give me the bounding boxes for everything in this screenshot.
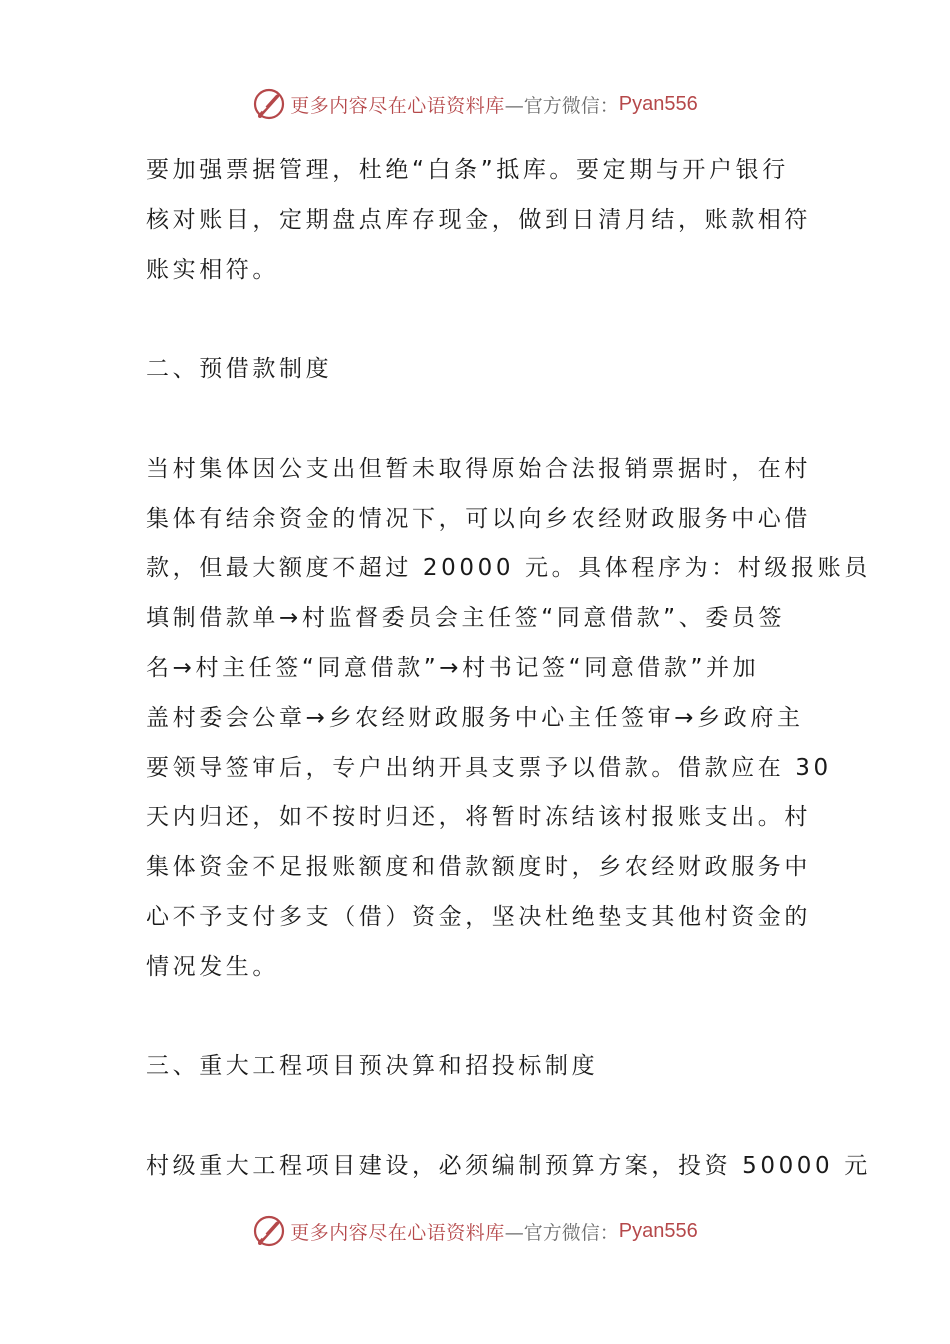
text-line: 填制借款单→村监督委员会主任签“同意借款”、委员签 — [146, 605, 786, 632]
paragraph-gap — [146, 993, 806, 1043]
text-line: 心不予支付多支（借）资金，坚决杜绝垫支其他村资金的 — [146, 903, 811, 930]
text-line: 集体资金不足报账额度和借款额度时，乡农经财政服务中 — [146, 854, 811, 881]
text-line: 盖村委会公章→乡农经财政服务中心主任签审→乡政府主 — [146, 704, 804, 731]
header-contact-text: —官方微信： — [504, 94, 619, 117]
text-line: 要加强票据管理，杜绝“白条”抵库。要定期与开户银行 — [146, 157, 789, 183]
text-line: 集体有结余资金的情况下，可以向乡农经财政服务中心借 — [146, 505, 811, 532]
text-line: 村级重大工程项目建设，必须编制预算方案，投资 50000 元 — [146, 1152, 871, 1179]
footer-contact-text: —官方微信： — [504, 1221, 619, 1244]
paragraph-gap — [146, 395, 806, 445]
paragraph-advance-loan — [146, 445, 871, 993]
text-line: 款，但最大额度不超过 20000 元。具体程序为：村级报账员 — [146, 555, 871, 582]
text-line: 天内归还，如不按时归还，将暂时冻结该村报账支出。村 — [146, 804, 811, 831]
text-line: 核对账目，定期盘点库存现金，做到日清月结，账款相符 — [146, 206, 811, 233]
header-watermark-banner — [0, 84, 950, 124]
text-line: 情况发生。 — [146, 953, 279, 980]
text-line: 账实相符。 — [146, 256, 279, 283]
section-heading-major-projects: 三、重大工程项目预决算和招投标制度 — [146, 1053, 599, 1080]
section-heading-advance-loan: 二、预借款制度 — [146, 356, 333, 383]
text-line: 要领导签审后，专户出纳开具支票予以借款。借款应在 30 — [146, 754, 832, 781]
header-brand-text: 更多内容尽在心语资料库 — [290, 94, 505, 117]
paragraph-gap — [146, 295, 806, 345]
footer-wechat-id: Pyan556 — [618, 1219, 698, 1242]
document-body — [146, 146, 871, 1192]
paragraph-gap — [146, 1092, 806, 1142]
quill-pen-logo-icon — [252, 1214, 286, 1248]
quill-pen-logo-icon — [252, 87, 286, 121]
header-wechat-id: Pyan556 — [618, 92, 698, 115]
paragraph-major-projects — [146, 1142, 871, 1192]
footer-watermark-banner — [0, 1211, 950, 1251]
footer-brand-text: 更多内容尽在心语资料库 — [290, 1221, 505, 1244]
text-line: 当村集体因公支出但暂未取得原始合法报销票据时，在村 — [146, 455, 811, 482]
paragraph-bill-management — [146, 146, 811, 295]
text-line: 名→村主任签“同意借款”→村书记签“同意借款”并加 — [146, 654, 760, 681]
